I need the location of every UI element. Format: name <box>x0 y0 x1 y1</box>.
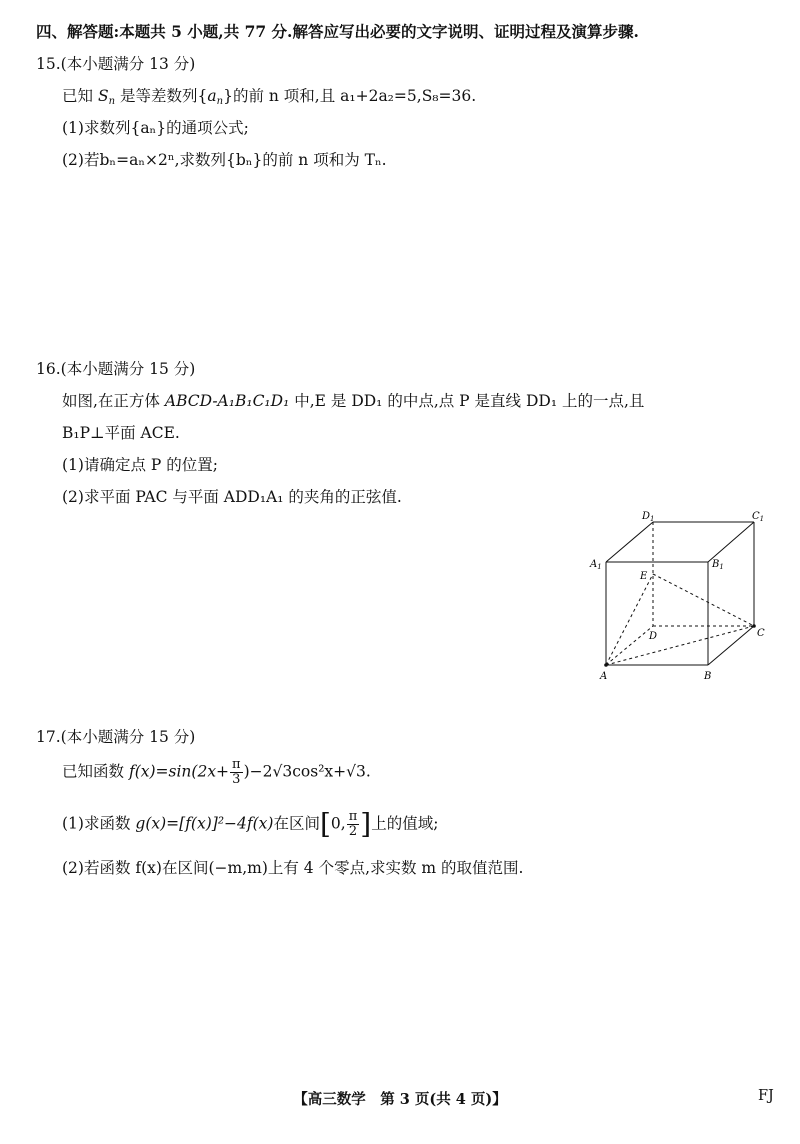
label-E: E <box>640 571 648 582</box>
right-bracket: ] <box>360 807 372 841</box>
edge-C1-B1 <box>708 522 754 562</box>
q15-text-known: 已知 <box>62 87 94 105</box>
point-C <box>752 624 756 628</box>
section-title: 四、解答题:本题共 5 小题,共 77 分.解答应写出必要的文字说明、证明过程及演算步骤. <box>36 22 639 41</box>
question-17-statement <box>62 758 371 787</box>
question-17-score: (本小题满分 15 分) <box>60 728 196 746</box>
question-16-part-2: (2)求平面 PAC 与平面 ADD₁A₁ 的夹角的正弦值. <box>62 488 402 506</box>
label-B1: $B_1$ <box>712 559 724 571</box>
q16-text-condition: 中,E 是 DD₁ 的中点,点 P 是直线 DD₁ 上的一点,且 <box>294 392 645 410</box>
hidden-line-A-C <box>606 626 754 665</box>
question-16-score: (本小题满分 15 分) <box>60 360 196 378</box>
page-footer: 【高三数学 第 3 页(共 4 页)】 <box>293 1091 507 1108</box>
fraction-pi-over-3: $\frac{\pi}{3}$ <box>232 757 241 787</box>
q17-part1-g-def: g(x)=[f(x)]²−4f(x) <box>135 814 274 833</box>
q17-part1-intro: (1)求函数 <box>62 814 131 833</box>
q17-part1-range: 上的值域; <box>371 814 439 833</box>
q15-condition-1: a₁+2a₂=5 <box>340 87 417 105</box>
question-17-header <box>36 725 195 747</box>
q17-func-rhs: )−2√3cos²x+√3. <box>243 762 371 781</box>
question-15-score: (本小题满分 13 分) <box>60 55 196 73</box>
q17-part1-interval-text: 在区间 <box>273 814 320 833</box>
label-A1: $A_1$ <box>590 559 602 571</box>
interval-zero: 0, <box>330 814 346 833</box>
label-C1: $C_1$ <box>752 511 765 523</box>
fraction-pi-over-2: $\frac{\pi}{2}$ <box>348 809 358 839</box>
hidden-line-A-E <box>606 574 653 665</box>
question-15-statement: 已知 $S_n$ 是等差数列$\{a_n\}$的前 n 项和,且 a₁+2a₂=5,S₈=36. <box>62 87 477 107</box>
question-16-statement-cont: B₁P⊥平面 ACE. <box>62 424 180 442</box>
q15-text-sum: 的前 n 项和,且 <box>232 87 336 105</box>
footer-code: FJ <box>758 1088 774 1104</box>
question-17-part-2: (2)若函数 f(x)在区间(−m,m)上有 4 个零点,求实数 m 的取值范围. <box>62 859 524 877</box>
question-15-part-2 <box>62 148 387 170</box>
question-15-part-1: (1)求数列{aₙ}的通项公式; <box>62 119 249 137</box>
hidden-line-E-C <box>653 574 754 626</box>
question-15-number: 15. <box>36 55 61 73</box>
q15-text-arith: 是等差数列 <box>119 87 198 105</box>
label-B: B <box>704 671 712 682</box>
label-D: D <box>649 631 658 642</box>
q17-func-lhs: f(x)=sin(2x+ <box>128 762 230 781</box>
q17-text-given: 已知函数 <box>62 762 125 781</box>
label-A: A <box>600 671 608 682</box>
question-17-number: 17. <box>36 728 61 746</box>
q15-condition-2: S₈=36 <box>421 87 472 105</box>
question-16-part-1: (1)请确定点 P 的位置; <box>62 456 218 474</box>
q15-part2-formula: bₙ=aₙ×2ⁿ <box>99 151 175 169</box>
left-bracket: [ <box>319 807 331 841</box>
label-C: C <box>757 628 765 639</box>
edge-C-B <box>708 626 754 665</box>
question-16-statement <box>62 389 644 411</box>
q15-part2-if: (2)若 <box>62 151 100 169</box>
question-16-header <box>36 357 195 379</box>
question-15-header <box>36 52 195 74</box>
q16-text-intro: 如图,在正方体 <box>62 392 160 410</box>
q16-cube-name: ABCD-A₁B₁C₁D₁ <box>164 392 290 410</box>
cube-figure <box>582 505 772 685</box>
label-D1: $D_1$ <box>642 511 655 523</box>
question-17-part-1 <box>62 807 439 841</box>
q15-part2-rest: ,求数列{bₙ}的前 n 项和为 Tₙ. <box>174 151 387 169</box>
edge-A1-D1 <box>606 522 653 562</box>
point-A <box>604 663 608 667</box>
question-16-number: 16. <box>36 360 61 378</box>
